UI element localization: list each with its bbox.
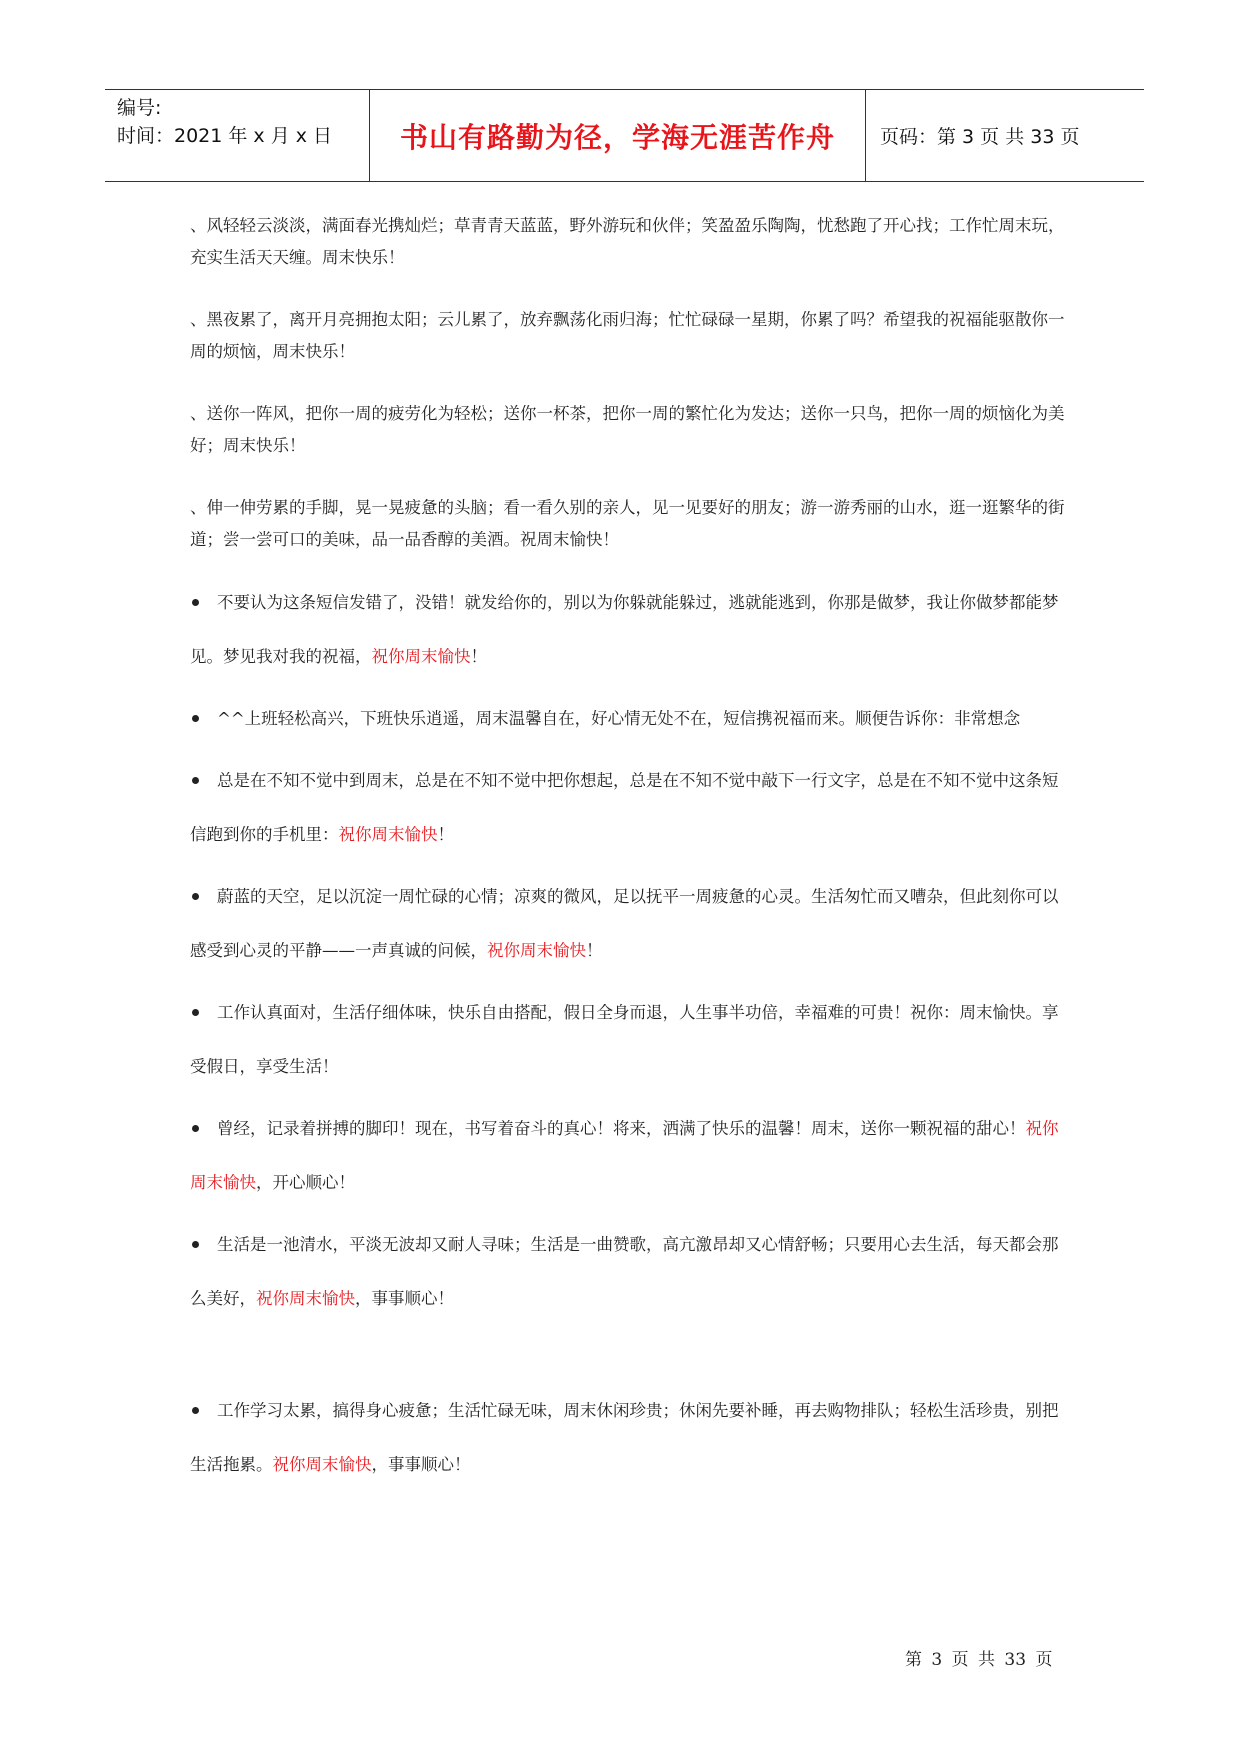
paragraph: 、送你一阵风，把你一周的疲劳化为轻松；送你一杯茶，把你一周的繁忙化为发达；送你一只鸟，把你一周的烦恼化为美好；周末快乐！ bbox=[190, 404, 1065, 455]
document-body bbox=[190, 210, 1070, 1500]
list-item bbox=[190, 576, 1070, 684]
list-item bbox=[190, 754, 1070, 862]
bullet-dot-icon bbox=[192, 1241, 199, 1248]
motto-title: 书山有路勤为径，学海无涯苦作舟 bbox=[399, 120, 835, 154]
paragraph: 、风轻轻云淡淡，满面春光携灿烂；草青青天蓝蓝，野外游玩和伙伴；笑盈盈乐陶陶，忧愁跑了开心找；工作忙周末玩，充实生活天天缠。周末快乐！ bbox=[190, 216, 1065, 267]
bullet-dot-icon bbox=[192, 777, 199, 784]
header-page-cell bbox=[866, 90, 1144, 181]
greeting-highlight: 祝你周末愉快 bbox=[487, 941, 586, 960]
bullet-dot-icon bbox=[192, 599, 199, 606]
list-item-tail: ！ bbox=[586, 941, 603, 960]
greeting-highlight: 祝你周末愉快 bbox=[371, 647, 471, 666]
list-item-tail: ！ bbox=[437, 825, 454, 844]
page-footer: 第 3 页 共 33 页 bbox=[905, 1650, 1053, 1670]
list-item bbox=[190, 1384, 1070, 1492]
list-item-text: 工作学习太累，搞得身心疲惫；生活忙碌无味，周末休闲珍贵；休闲先要补睡，再去购物排队；轻松生活珍贵，别把生活拖累。 bbox=[190, 1401, 1059, 1474]
list-item bbox=[190, 986, 1070, 1094]
greeting-highlight: 祝你周末愉快 bbox=[256, 1289, 355, 1308]
list-item-tail: ！ bbox=[470, 647, 487, 666]
greeting-highlight: 祝你周末愉快 bbox=[272, 1455, 372, 1474]
list-item-text: 蔚蓝的天空，足以沉淀一周忙碌的心情；凉爽的微风，足以抚平一周疲惫的心灵。生活匆忙而又嘈杂，但此刻你可以感受到心灵的平静——一声真诚的问候， bbox=[190, 887, 1059, 960]
time-label: 时间：2021 年 x 月 x 日 bbox=[117, 125, 333, 147]
bullet-dot-icon bbox=[192, 1125, 199, 1132]
bullet-dot-icon bbox=[192, 1407, 199, 1414]
list-item bbox=[190, 692, 1070, 746]
list-item-tail: ，事事顺心！ bbox=[371, 1455, 471, 1474]
page-header bbox=[105, 89, 1144, 182]
header-meta bbox=[105, 90, 370, 181]
list-item bbox=[190, 870, 1070, 978]
greeting-highlight: 祝你周末愉快 bbox=[190, 1119, 1059, 1192]
bullet-dot-icon bbox=[192, 893, 199, 900]
list-item-text: 曾经，记录着拼搏的脚印！现在，书写着奋斗的真心！将来，洒满了快乐的温馨！周末，送你一颗祝福的甜心！ bbox=[217, 1119, 1026, 1138]
list-item-text: 生活是一池清水，平淡无波却又耐人寻味；生活是一曲赞歌，高亢激昂却又心情舒畅；只要用心去生活，每天都会那么美好， bbox=[190, 1235, 1059, 1308]
greeting-highlight: 祝你周末愉快 bbox=[338, 825, 438, 844]
page-label: 页码：第 3 页 共 33 页 bbox=[880, 126, 1080, 148]
paragraph: 、伸一伸劳累的手脚，晃一晃疲惫的头脑；看一看久别的亲人，见一见要好的朋友；游一游秀丽的山水，逛一逛繁华的街道；尝一尝可口的美味，品一品香醇的美酒。祝周末愉快！ bbox=[190, 498, 1065, 549]
list-item bbox=[190, 1218, 1070, 1326]
list-item-text: 总是在不知不觉中到周末，总是在不知不觉中把你想起，总是在不知不觉中敲下一行文字，总是在不知不觉中这条短信跑到你的手机里： bbox=[190, 771, 1059, 844]
list-item-text: ^^上班轻松高兴，下班快乐逍遥，周末温馨自在，好心情无处不在，短信携祝福而来。顺便告诉你：非常想念 bbox=[217, 709, 1021, 728]
list-item-tail: ，事事顺心！ bbox=[355, 1289, 454, 1308]
header-motto-cell bbox=[370, 90, 866, 181]
bullet-dot-icon bbox=[192, 715, 199, 722]
bullet-dot-icon bbox=[192, 1009, 199, 1016]
list-item-text: 工作认真面对，生活仔细体味，快乐自由搭配，假日全身而退，人生事半功倍，幸福难的可贵！祝你：周末愉快。享受假日，享受生活！ bbox=[190, 1003, 1059, 1076]
paragraph: 、黑夜累了，离开月亮拥抱太阳；云儿累了，放弃飘荡化雨归海；忙忙碌碌一星期，你累了吗？希望我的祝福能驱散你一周的烦恼，周末快乐！ bbox=[190, 310, 1065, 361]
spacer bbox=[190, 1334, 1070, 1384]
number-label: 编号: bbox=[117, 97, 162, 119]
list-item-text: 不要认为这条短信发错了，没错！就发给你的，别以为你躲就能躲过，逃就能逃到，你那是做梦，我让你做梦都能梦见。梦见我对我的祝福， bbox=[190, 593, 1059, 666]
list-item bbox=[190, 1102, 1070, 1210]
list-item-tail: ，开心顺心！ bbox=[256, 1173, 355, 1192]
